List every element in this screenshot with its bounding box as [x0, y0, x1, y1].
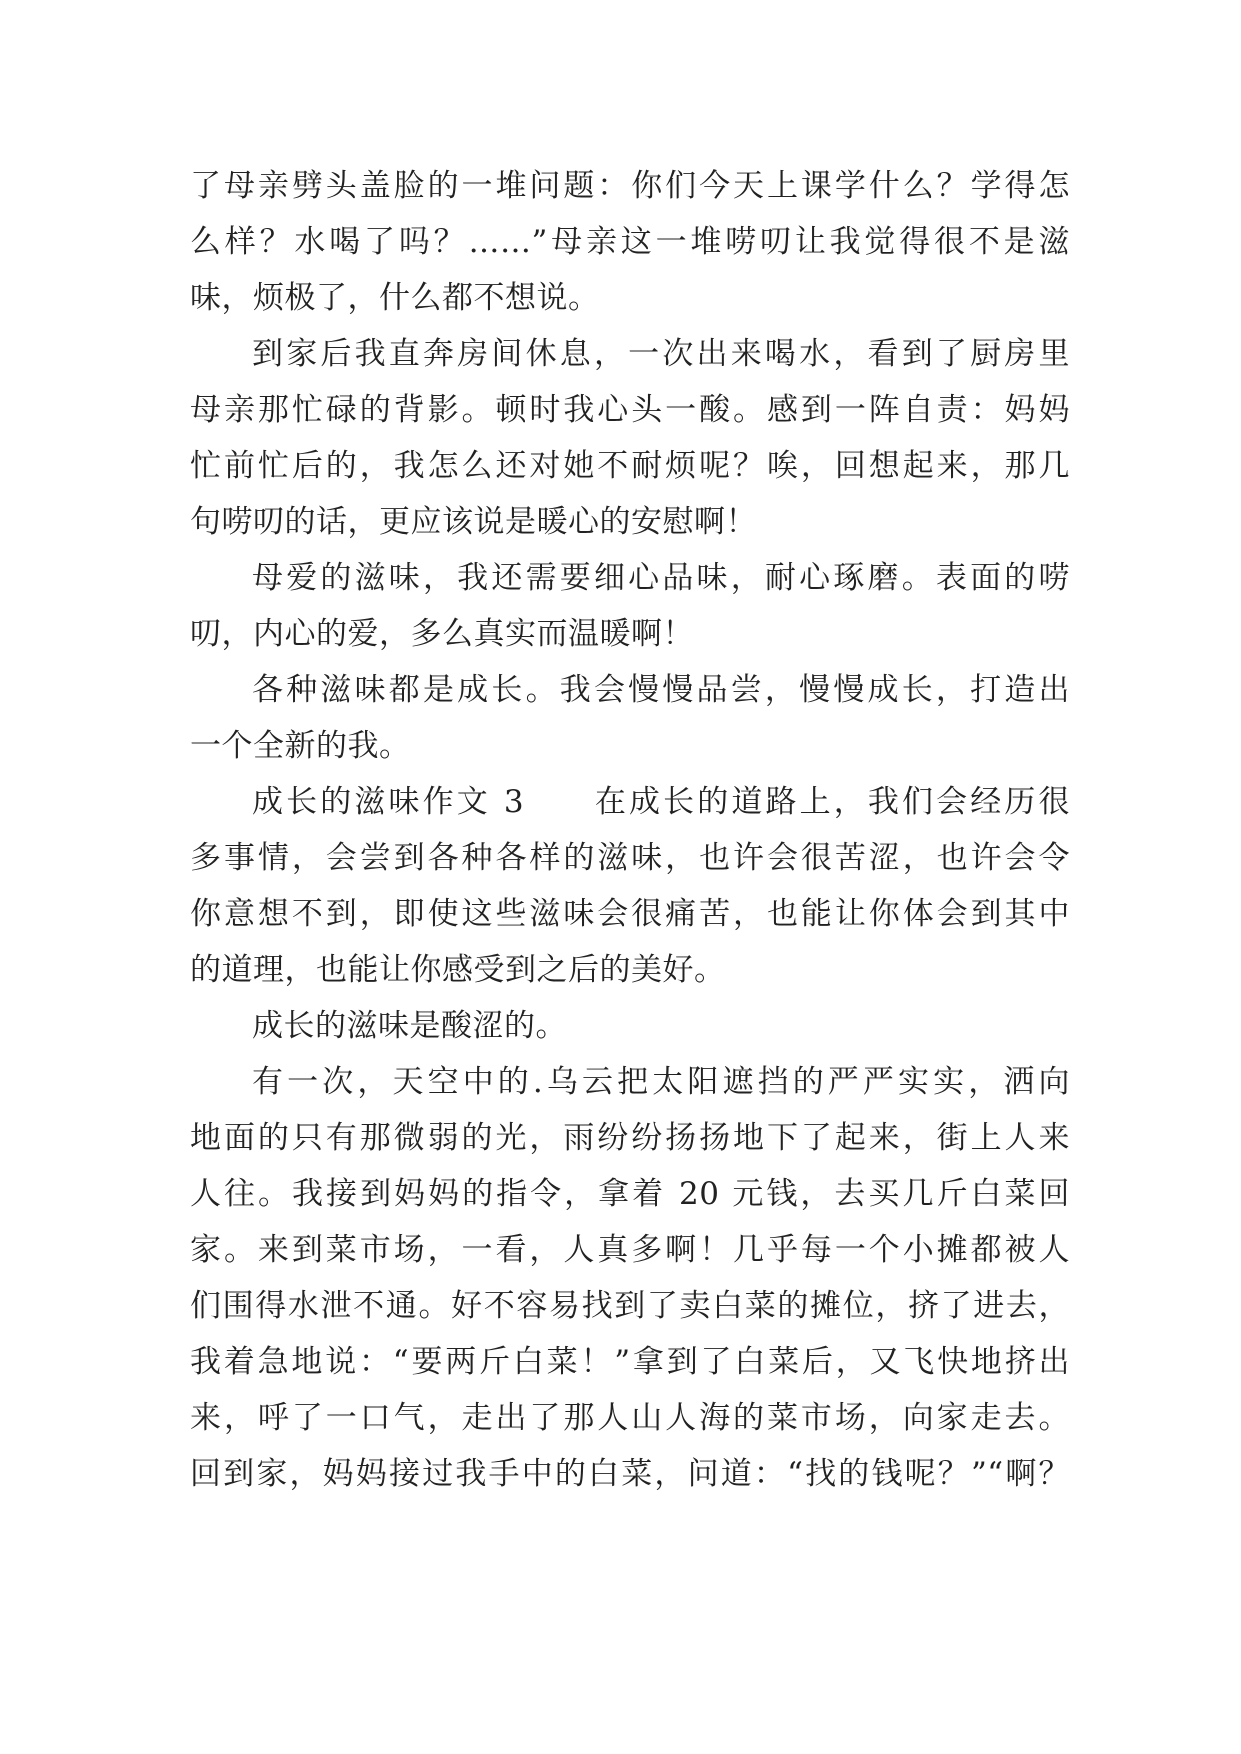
text-line: 地面的只有那微弱的光，雨纷纷扬扬地下了起来，街上人来 [190, 1120, 1070, 1156]
text-line: 忙前忙后的，我怎么还对她不耐烦呢？唉，回想起来，那几 [190, 448, 1070, 484]
document-body [190, 158, 1070, 1502]
text-line: 家。来到菜市场，一看，人真多啊！几乎每一个小摊都被人 [190, 1232, 1070, 1268]
text-line: 各种滋味都是成长。我会慢慢品尝，慢慢成长，打造出 [252, 672, 1070, 708]
text-line: 人往。我接到妈妈的指令，拿着 20 元钱，去买几斤白菜回 [190, 1176, 1070, 1212]
text-line: 成长的滋味是酸涩的。 [252, 1008, 567, 1044]
text-line: 的道理，也能让你感受到之后的美好。 [190, 952, 726, 988]
text-line: 多事情，会尝到各种各样的滋味，也许会很苦涩，也许会令 [190, 840, 1070, 876]
text-line: 有一次，天空中的.乌云把太阳遮挡的严严实实，洒向 [252, 1064, 1070, 1100]
text-line: 回到家，妈妈接过我手中的白菜，问道：“找的钱呢？”“啊？ [190, 1456, 1070, 1492]
text-line: 句唠叨的话，更应该说是暖心的安慰啊！ [190, 504, 757, 540]
text-line: 们围得水泄不通。好不容易找到了卖白菜的摊位，挤了进去， [190, 1288, 1070, 1324]
text-line: 了母亲劈头盖脸的一堆问题：你们今天上课学什么？学得怎 [190, 168, 1070, 204]
text-line: 我着急地说：“要两斤白菜！”拿到了白菜后，又飞快地挤出 [190, 1344, 1070, 1380]
text-line: 叨，内心的爱，多么真实而温暖啊！ [190, 616, 694, 652]
text-line: 母爱的滋味，我还需要细心品味，耐心琢磨。表面的唠 [252, 560, 1070, 596]
text-line: 么样？水喝了吗？……”母亲这一堆唠叨让我觉得很不是滋 [190, 224, 1070, 260]
text-line: 到家后我直奔房间休息，一次出来喝水，看到了厨房里 [252, 336, 1070, 372]
text-line: 味，烦极了，什么都不想说。 [190, 280, 600, 316]
text-line: 你意想不到，即使这些滋味会很痛苦，也能让你体会到其中 [190, 896, 1070, 932]
text-line: 来，呼了一口气，走出了那人山人海的菜市场，向家走去。 [190, 1400, 1070, 1436]
text-line: 一个全新的我。 [190, 728, 411, 764]
text-line: 母亲那忙碌的背影。顿时我心头一酸。感到一阵自责：妈妈 [190, 392, 1070, 428]
text-line: 成长的滋味作文 3 在成长的道路上，我们会经历很 [252, 784, 1070, 820]
